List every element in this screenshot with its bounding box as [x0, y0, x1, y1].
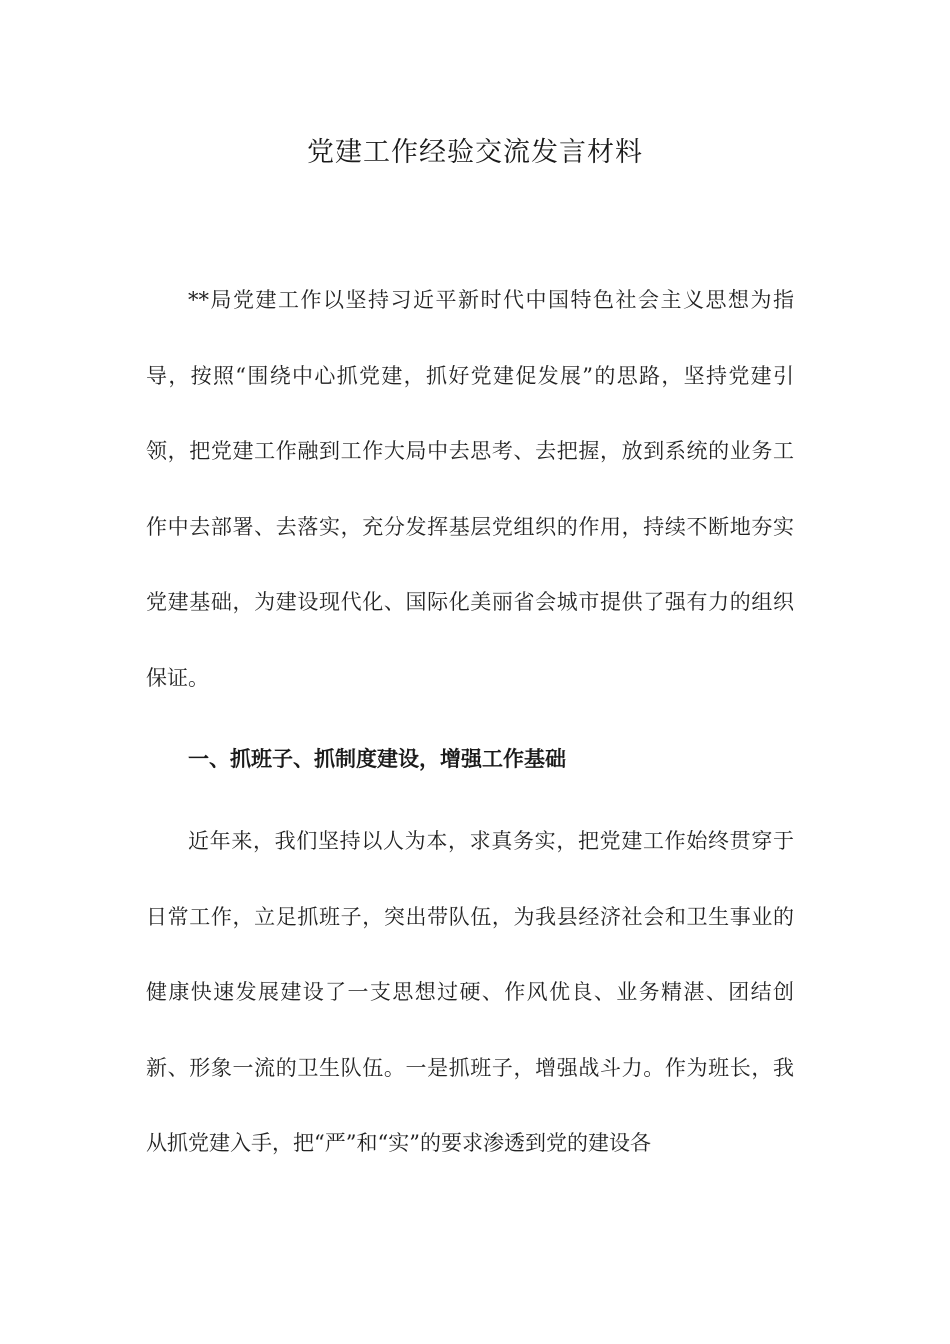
document-title: 党建工作经验交流发言材料 [307, 137, 643, 168]
section-heading: 一、抓班子、抓制度建设，增强工作基础 [188, 747, 566, 771]
intro-paragraph: **局党建工作以坚持习近平新时代中国特色社会主义思想为指导，按照“围绕中心抓党建，抓好党建促发展”的思路，坚持党建引领，把党建工作融到工作大局中去思考、去把握，放到系统的业务工作中去部署、去落实，充分发挥基层党组织的作用，持续不断地夯实党建基础，为建设现代化、国际化美丽省会城市提供了强有力的组织保证。 [146, 288, 794, 690]
section-paragraph: 近年来，我们坚持以人为本，求真务实，把党建工作始终贯穿于日常工作，立足抓班子，突出带队伍，为我县经济社会和卫生事业的健康快速发展建设了一支思想过硬、作风优良、业务精湛、团结创新、形象一流的卫生队伍。一是抓班子，增强战斗力。作为班长，我从抓党建入手，把“严”和“实”的要求渗透到党的建设各 [146, 829, 794, 1156]
